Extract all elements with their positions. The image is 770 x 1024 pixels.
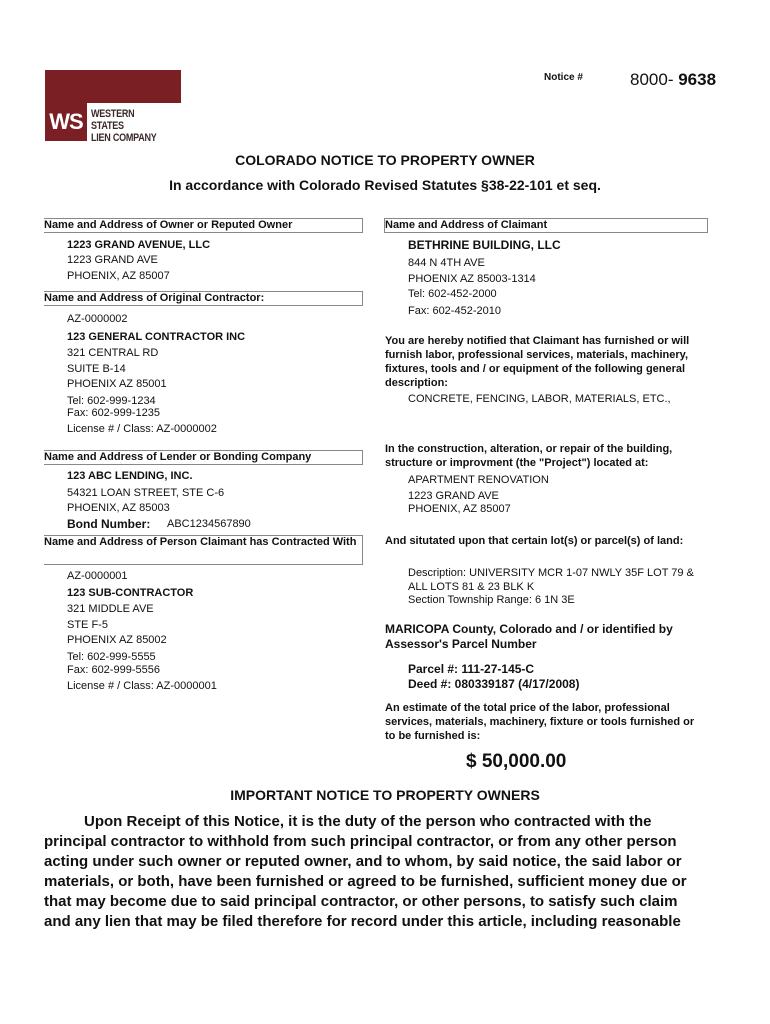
cw-name: 123 SUB-CONTRACTOR: [67, 587, 194, 599]
page-title: COLORADO NOTICE TO PROPERTY OWNER: [235, 152, 535, 168]
cw-fax: Fax: 602-999-5556: [67, 664, 160, 676]
claimant-tel: Tel: 602-452-2000: [408, 288, 497, 300]
cw-license: License # / Class: AZ-0000001: [67, 680, 217, 692]
company-logo: [45, 70, 181, 142]
cw-addr3: PHOENIX AZ 85002: [67, 634, 167, 646]
oc-tel: Tel: 602-999-1234: [67, 395, 156, 407]
project-name: APARTMENT RENOVATION: [408, 474, 549, 486]
bond-label: Bond Number:: [67, 517, 151, 531]
lender-addr2: PHOENIX, AZ 85003: [67, 502, 170, 514]
project-addr2: PHOENIX, AZ 85007: [408, 503, 511, 515]
notified-text: You are hereby notified that Claimant has furnished or will furnish labor, professional services, materials, machinery, fixtures, tools and / or equipment of the following general description:: [385, 335, 690, 389]
claimant-heading: Name and Address of Claimant: [384, 218, 708, 233]
claimant-name: BETHRINE BUILDING, LLC: [408, 238, 561, 252]
owner-heading: Name and Address of Owner or Reputed Owner: [44, 218, 363, 233]
notice-label: Notice #: [544, 72, 583, 83]
logo-mark: WS: [45, 103, 87, 141]
bond-value: ABC1234567890: [167, 518, 251, 530]
project-addr1: 1223 GRAND AVE: [408, 490, 499, 502]
lender-name: 123 ABC LENDING, INC.: [67, 470, 193, 482]
cw-addr1: 321 MIDDLE AVE: [67, 603, 154, 615]
owner-addr2: PHOENIX, AZ 85007: [67, 270, 170, 282]
oc-license: License # / Class: AZ-0000002: [67, 423, 217, 435]
notice-suffix: 9638: [678, 70, 717, 89]
lender-heading: Name and Address of Lender or Bonding Company: [44, 450, 363, 465]
claimant-addr1: 844 N 4TH AVE: [408, 257, 485, 269]
parcel-number: Parcel #: 111-27-145-C: [408, 662, 535, 676]
county-text: MARICOPA County, Colorado and / or identified by Assessor's Parcel Number: [385, 622, 673, 651]
logo-block: [45, 70, 181, 103]
oc-addr2: SUITE B-14: [67, 363, 126, 375]
logo-line2: LIEN COMPANY: [91, 132, 157, 144]
situated-text: And situtated upon that certain lot(s) or parcel(s) of land:: [385, 535, 684, 547]
oc-name: 123 GENERAL CONTRACTOR INC: [67, 331, 246, 343]
contracted-heading: Name and Address of Person Claimant has Contracted With: [44, 535, 363, 565]
estimate-amount: $ 50,000.00: [466, 751, 567, 772]
claimant-fax: Fax: 602-452-2010: [408, 305, 501, 317]
original-contractor-heading: Name and Address of Original Contractor:: [44, 291, 363, 306]
legal-description: Description: UNIVERSITY MCR 1-07 NWLY 35F LOT 79 & ALL LOTS 81 & 23 BLK K: [408, 567, 694, 593]
cw-id: AZ-0000001: [67, 570, 128, 582]
notice-number: [630, 70, 716, 90]
important-body: Upon Receipt of this Notice, it is the duty of the person who contracted with the principal contractor to withhold from such principal contractor, or from any other person acting under such owner or reputed owner, and to whom, by said notice, the said labor or materials, or both, have been furnished or agreed to be furnished, sufficient money due or that may become due to said principal contractor, or other persons, to satisfy such claim and any lien that may be filed therefore for record under this article, including reasonable: [44, 813, 687, 930]
oc-id: AZ-0000002: [67, 313, 128, 325]
logo-text: [91, 108, 165, 144]
township-range: Section Township Range: 6 1N 3E: [408, 594, 575, 606]
important-heading: IMPORTANT NOTICE TO PROPERTY OWNERS: [230, 787, 540, 803]
oc-addr1: 321 CENTRAL RD: [67, 347, 159, 359]
oc-fax: Fax: 602-999-1235: [67, 407, 160, 419]
logo-line1: WESTERN STATES: [91, 108, 135, 132]
estimate-text: An estimate of the total price of the labor, professional services, materials, machinery, fixture or tools furnished or to be furnished is:: [385, 702, 695, 742]
notice-prefix: 8000-: [630, 70, 674, 89]
cw-tel: Tel: 602-999-5555: [67, 651, 156, 663]
owner-name: 1223 GRAND AVENUE, LLC: [67, 239, 211, 251]
lender-addr1: 54321 LOAN STREET, STE C-6: [67, 487, 225, 499]
work-description: CONCRETE, FENCING, LABOR, MATERIALS, ETC.,: [408, 393, 671, 405]
oc-addr3: PHOENIX AZ 85001: [67, 378, 167, 390]
construction-text: In the construction, alteration, or repair of the building, structure or improvment (the "Project") located at:: [385, 443, 673, 469]
cw-addr2: STE F-5: [67, 619, 108, 631]
claimant-addr2: PHOENIX AZ 85003-1314: [408, 273, 536, 285]
owner-addr1: 1223 GRAND AVE: [67, 254, 158, 266]
page-subtitle: In accordance with Colorado Revised Statutes §38-22-101 et seq.: [169, 177, 601, 193]
deed-number: Deed #: 080339187 (4/17/2008): [408, 677, 580, 691]
